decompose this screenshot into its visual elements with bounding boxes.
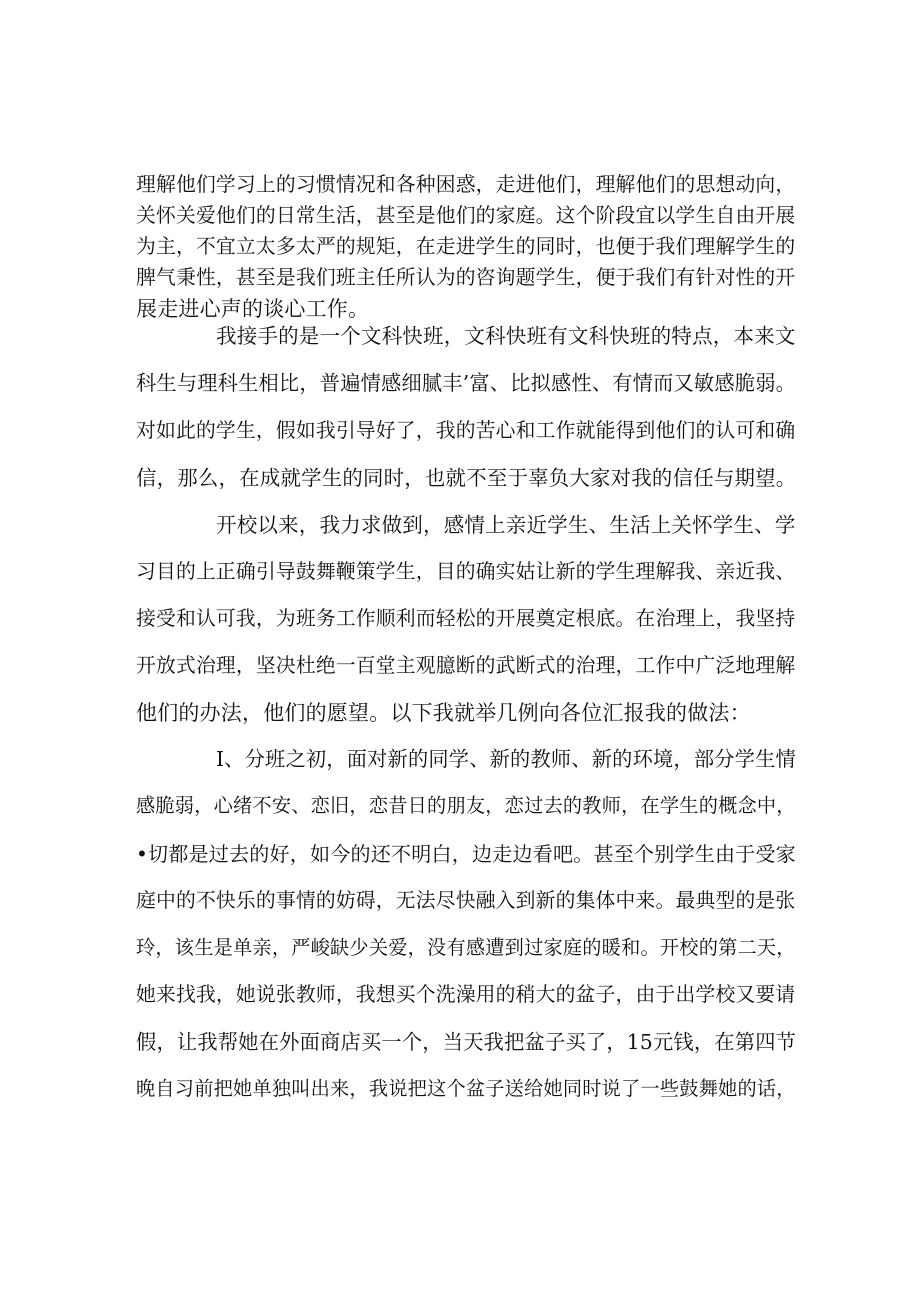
text-line: 展走进心声的谈心工作。: [136, 297, 370, 321]
text-line: 玲，该生是单亲，严峻缺少关爱，没有感遭到过家庭的暖和。开校的第二天，: [136, 936, 796, 959]
text-line: 晚自习前把她单独叫出来，我说把这个盆子送给她同时说了一些鼓舞她的话，: [136, 1077, 796, 1100]
text-line: 假，让我帮她在外面商店买一个，当天我把盆子买了，15元钱，在第四节: [136, 1030, 797, 1054]
text-line: 她来找我，她说张教师，我想买个洗澡用的稍大的盆子，由于出学校又要请: [136, 983, 796, 1006]
text-line: 对如此的学生，假如我引导好了，我的苦心和工作就能得到他们的认可和确: [136, 419, 796, 442]
text-line: 接受和认可我，为班务工作顺利而轻松的开展奠定根底。在治理上，我坚持: [136, 607, 796, 630]
text-line: 信，那么，在成就学生的同时，也就不至于辜负大家对我的信任与期望。: [136, 466, 797, 490]
text-line: 习目的上正确引导鼓舞鞭策学生，目的确实姑让新的学生理解我、亲近我、: [136, 560, 796, 583]
text-line: 为主，不宜立太多太严的规矩，在走进学生的同时，也便于我们理解学生的: [136, 235, 796, 258]
text-line: 开校以来，我力求做到，感情上亲近学生、生活上关怀学生、学: [216, 513, 796, 537]
text-line: 我接手的是一个文科快班，文科快班有文科快班的特点，本来文: [216, 324, 796, 348]
text-line: •切都是过去的好，如今的还不明白，边走边看吧。甚至个别学生由于受家: [136, 842, 796, 866]
text-line: 他们的办法，他们的愿望。以下我就举几例向各位汇报我的做法：: [136, 701, 751, 725]
text-line: 感脆弱，心绪不安、恋旧，恋昔日的朋友，恋过去的教师，在学生的概念中，: [136, 794, 796, 817]
text-line: 理解他们学习上的习惯情况和各种困惑，走进他们，理解他们的思想动向，: [136, 173, 796, 196]
text-line: I、分班之初，面对新的同学、新的教师、新的环境，部分学生情: [216, 747, 796, 771]
text-line: 科生与理科生相比，普遍情感细腻丰’富、比拟感性、有情而又敏感脆弱。: [136, 371, 797, 395]
text-line: 脾气秉性，甚至是我们班主任所认为的咨询题学生，便于我们有针对性的开: [136, 266, 796, 289]
text-line: 庭中的不快乐的事情的妨碍，无法尽快融入到新的集体中来。最典型的是张: [136, 889, 796, 912]
text-line: 关怀关爱他们的日常生活，甚至是他们的家庭。这个阶段宜以学生自由开展: [136, 204, 796, 227]
text-line: 开放式治理，坚决杜绝一百堂主观臆断的武断式的治理，工作中广泛地理解: [136, 654, 796, 677]
